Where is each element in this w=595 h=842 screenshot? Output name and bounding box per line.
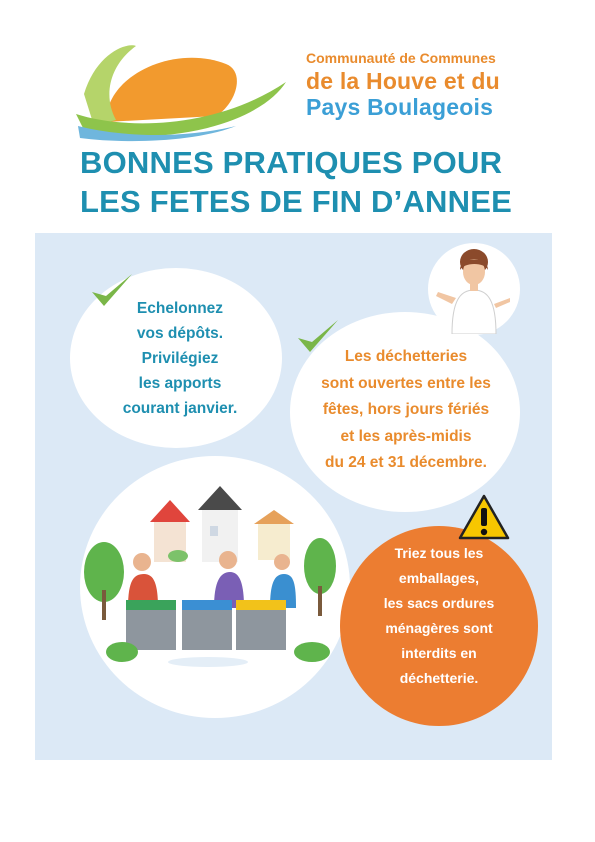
tip-3-line: Triez tous les bbox=[394, 545, 484, 561]
tip-3-line: ménagères sont bbox=[385, 620, 493, 636]
page-title-line1: BONNES PRATIQUES POUR bbox=[80, 145, 503, 180]
person-icon bbox=[270, 554, 296, 608]
logo-sun-icon bbox=[66, 34, 301, 142]
tip-3-text bbox=[358, 541, 520, 691]
tip-2-line: sont ouvertes entre les bbox=[321, 374, 491, 392]
tip-2-line: Les déchetteries bbox=[344, 348, 468, 365]
tip-2-line: fêtes, hors jours fériés bbox=[322, 401, 490, 418]
tip-1-line: courant janvier. bbox=[122, 400, 238, 417]
tip-3-line: déchetterie. bbox=[399, 670, 479, 686]
tip-2-line: du 24 et 31 décembre. bbox=[325, 454, 487, 471]
organization-logo bbox=[66, 34, 526, 142]
house-icon bbox=[254, 510, 294, 560]
tip-3-line: emballages, bbox=[398, 570, 480, 586]
recycling-scene-illustration bbox=[82, 480, 342, 680]
person-icon bbox=[128, 553, 158, 608]
warning-icon bbox=[458, 494, 510, 540]
tip-1-text bbox=[100, 296, 260, 421]
org-name-line3: Pays Boulageois bbox=[306, 94, 494, 120]
tip-2-line: et les après-midis bbox=[340, 427, 472, 445]
tip-3-line: interdits en bbox=[401, 645, 477, 661]
org-name-line1: Communauté de Communes bbox=[306, 50, 496, 66]
org-name-line2: de la Houve et du bbox=[306, 68, 500, 94]
tip-1-line: vos dépôts. bbox=[136, 325, 224, 342]
woman-pointing-illustration bbox=[430, 246, 518, 334]
tip-1-line: Privilégiez bbox=[141, 350, 219, 367]
tip-2-text bbox=[296, 344, 516, 477]
tip-1-line: Echelonnez bbox=[136, 300, 224, 317]
house-icon bbox=[198, 486, 242, 562]
tip-1-line: les apports bbox=[138, 375, 222, 392]
tip-3-line: les sacs ordures bbox=[383, 595, 495, 611]
page-title-line2: LES FETES DE FIN D’ANNEE bbox=[80, 184, 512, 219]
